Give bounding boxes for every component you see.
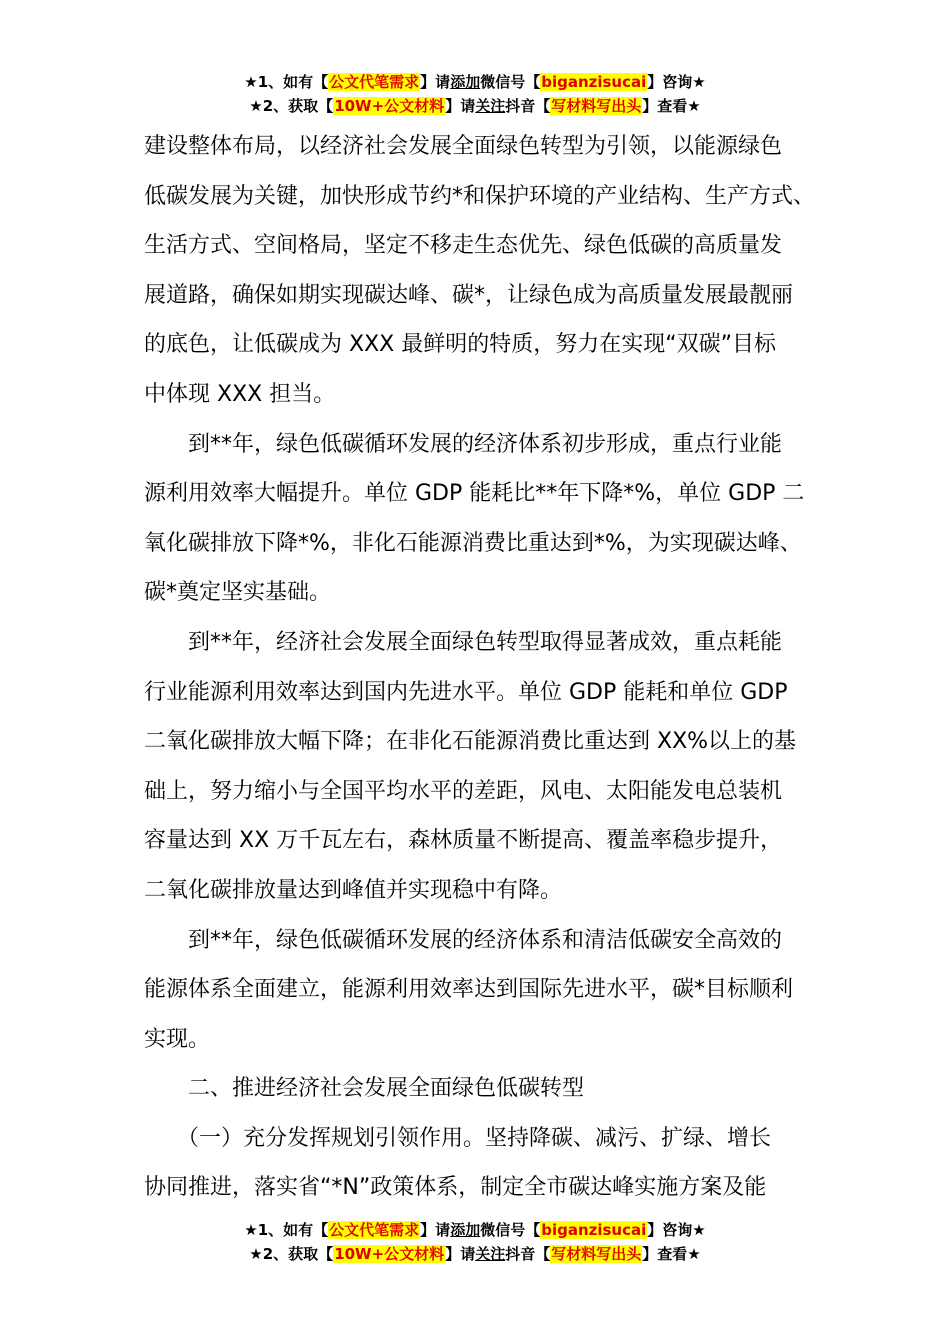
highlight-text: 公文代笔需求 — [329, 1221, 420, 1239]
banner-line-2 — [0, 1242, 950, 1266]
banner-text: 抖音【 — [505, 97, 551, 115]
highlight-text: 10W+公文材料 — [334, 97, 445, 115]
banner-text: 】查看★ — [642, 97, 701, 115]
highlight-text: 写材料写出头 — [551, 1245, 642, 1263]
body-line: 碳*奠定坚实基础。 — [144, 580, 332, 606]
banner-text: 】请 — [420, 73, 451, 91]
footer-banner — [0, 1218, 950, 1266]
body-line: 到**年，绿色低碳循环发展的经济体系和清洁低碳安全高效的 — [144, 927, 783, 953]
underlined-text: 添加 — [450, 1221, 481, 1239]
document-body — [144, 122, 820, 1213]
body-line: 能源体系全面建立，能源利用效率达到国际先进水平，碳*目标顺利 — [144, 977, 794, 1003]
highlight-text: 公文代笔需求 — [329, 73, 420, 91]
banner-text: 】请 — [420, 1221, 451, 1239]
header-banner — [0, 70, 950, 118]
body-line: 础上，努力缩小与全国平均水平的差距，风电、太阳能发电总装机 — [144, 778, 783, 804]
body-line: 低碳发展为关键，加快形成节约*和保护环境的产业结构、生产方式、 — [144, 183, 816, 209]
body-line: 氧化碳排放下降*%，非化石能源消费比重达到*%，为实现碳达峰、 — [144, 530, 802, 556]
body-line: 展道路，确保如期实现碳达峰、碳*，让绿色成为高质量发展最靓丽 — [144, 282, 794, 308]
banner-text: 】咨询★ — [647, 1221, 706, 1239]
banner-text: 】查看★ — [642, 1245, 701, 1263]
body-line: 建设整体布局，以经济社会发展全面绿色转型为引领，以能源绿色 — [144, 134, 783, 159]
highlight-text: biganzisucai — [541, 1221, 647, 1239]
banner-text: 】请 — [445, 97, 476, 115]
body-line: 实现。 — [144, 1026, 211, 1052]
underlined-text: 关注 — [475, 97, 506, 115]
body-line: 协同推进，落实省“*N”政策体系，制定全市碳达峰实施方案及能 — [144, 1175, 767, 1201]
body-line: 中体现 XXX 担当。 — [144, 381, 336, 407]
underlined-text: 关注 — [475, 1245, 506, 1263]
body-line: （一）充分发挥规划引领作用。坚持降碳、减污、扩绿、增长 — [144, 1125, 772, 1151]
body-line: 二氧化碳排放量达到峰值并实现稳中有降。 — [144, 877, 563, 903]
body-line: 到**年，经济社会发展全面绿色转型取得显著成效，重点耗能 — [144, 629, 783, 655]
highlight-text: biganzisucai — [541, 73, 647, 91]
banner-text: 】咨询★ — [647, 73, 706, 91]
banner-line-1 — [0, 70, 950, 94]
body-line: 的底色，让低碳成为 XXX 最鲜明的特质，努力在实现“双碳”目标 — [144, 332, 776, 358]
banner-text: 抖音【 — [505, 1245, 551, 1263]
body-line: 到**年，绿色低碳循环发展的经济体系初步形成，重点行业能 — [144, 431, 783, 457]
body-line: 行业能源利用效率达到国内先进水平。单位 GDP 能耗和单位 GDP — [144, 679, 788, 705]
highlight-text: 写材料写出头 — [551, 97, 642, 115]
banner-text: ★1、如有【 — [244, 1221, 329, 1239]
section-heading: 二、推进经济社会发展全面绿色低碳转型 — [144, 1076, 585, 1102]
body-line: 生活方式、空间格局，坚定不移走生态优先、绿色低碳的高质量发 — [144, 233, 783, 259]
banner-text: ★1、如有【 — [244, 73, 329, 91]
body-line: 源利用效率大幅提升。单位 GDP 能耗比**年下降*%，单位 GDP 二 — [144, 481, 805, 507]
highlight-text: 10W+公文材料 — [334, 1245, 445, 1263]
banner-line-2 — [0, 94, 950, 118]
banner-text: ★2、获取【 — [249, 97, 334, 115]
banner-text: 】请 — [445, 1245, 476, 1263]
banner-line-1 — [0, 1218, 950, 1242]
banner-text: 微信号【 — [480, 1221, 541, 1239]
underlined-text: 添加 — [450, 73, 481, 91]
body-line: 二氧化碳排放大幅下降；在非化石能源消费比重达到 XX%以上的基 — [144, 729, 797, 755]
banner-text: ★2、获取【 — [249, 1245, 334, 1263]
body-line: 容量达到 XX 万千瓦左右，森林质量不断提高、覆盖率稳步提升， — [144, 828, 783, 854]
banner-text: 微信号【 — [480, 73, 541, 91]
